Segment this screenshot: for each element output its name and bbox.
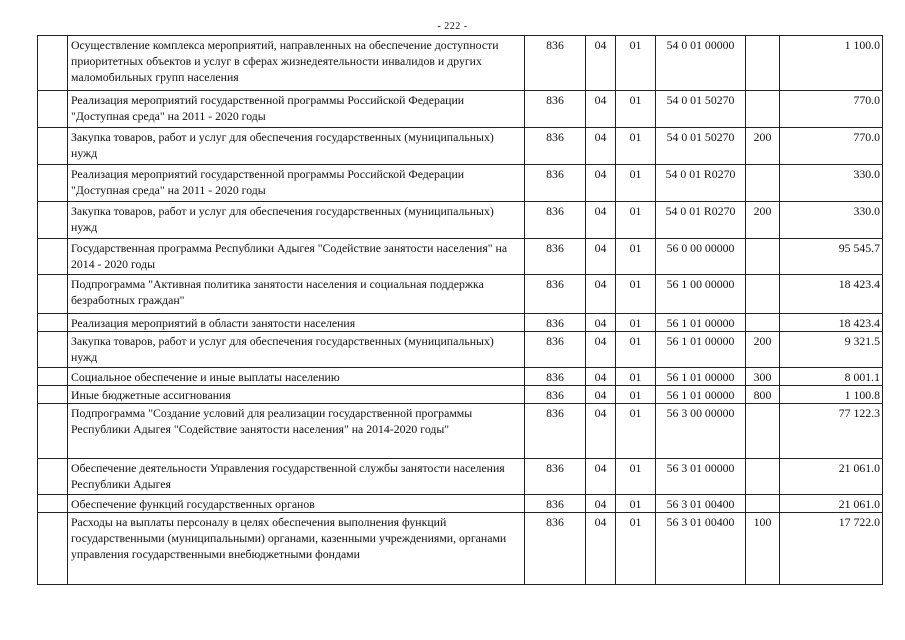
table-row: [38, 459, 883, 495]
table-row: [38, 36, 883, 91]
row-ved: 836: [525, 386, 586, 404]
empty-cell: [38, 513, 68, 585]
budget-table: [37, 35, 883, 585]
row-name: Осуществление комплекса мероприятий, направленных на обеспечение доступности приоритетных объектов и услуг в сферах жизнедеятельности инвалидов и других маломобильных групп населения: [68, 36, 525, 91]
row-ved: 836: [525, 36, 586, 91]
row-sum: 18 423.4: [780, 275, 883, 314]
empty-cell: [38, 275, 68, 314]
row-pr: 01: [616, 386, 656, 404]
row-rz: 04: [586, 36, 616, 91]
row-pr: 01: [616, 36, 656, 91]
row-name: Закупка товаров, работ и услуг для обеспечения государственных (муниципальных) нужд: [68, 202, 525, 239]
row-csr: 56 1 01 00000: [656, 314, 746, 332]
empty-cell: [38, 386, 68, 404]
row-ved: 836: [525, 332, 586, 368]
row-vr: 800: [746, 386, 780, 404]
empty-cell: [38, 202, 68, 239]
row-ved: 836: [525, 239, 586, 275]
row-sum: 330.0: [780, 165, 883, 202]
row-pr: 01: [616, 275, 656, 314]
table-row: [38, 513, 883, 585]
row-vr: 300: [746, 368, 780, 386]
row-ved: 836: [525, 314, 586, 332]
row-name: Реализация мероприятий государственной программы Российской Федерации "Доступная среда" на 2011 - 2020 годы: [68, 91, 525, 128]
row-sum: 9 321.5: [780, 332, 883, 368]
row-sum: 77 122.3: [780, 404, 883, 459]
table-row: [38, 368, 883, 386]
empty-cell: [38, 36, 68, 91]
row-sum: 330.0: [780, 202, 883, 239]
row-sum: 1 100.0: [780, 36, 883, 91]
row-rz: 04: [586, 91, 616, 128]
row-csr: 56 3 01 00400: [656, 513, 746, 585]
row-pr: 01: [616, 404, 656, 459]
row-csr: 56 3 00 00000: [656, 404, 746, 459]
row-csr: 56 1 01 00000: [656, 386, 746, 404]
row-name: Реализация мероприятий государственной программы Российской Федерации "Доступная среда" на 2011 - 2020 годы: [68, 165, 525, 202]
row-vr: 200: [746, 128, 780, 165]
row-vr: [746, 36, 780, 91]
row-rz: 04: [586, 165, 616, 202]
table-row: [38, 404, 883, 459]
row-pr: 01: [616, 91, 656, 128]
row-csr: 56 1 01 00000: [656, 368, 746, 386]
row-rz: 04: [586, 275, 616, 314]
row-name: Обеспечение деятельности Управления государственной службы занятости населения Республики Адыгея: [68, 459, 525, 495]
row-name: Реализация мероприятий в области занятости населения: [68, 314, 525, 332]
row-rz: 04: [586, 404, 616, 459]
row-sum: 17 722.0: [780, 513, 883, 585]
row-sum: 95 545.7: [780, 239, 883, 275]
empty-cell: [38, 459, 68, 495]
row-rz: 04: [586, 386, 616, 404]
table-row: [38, 275, 883, 314]
table-row: [38, 314, 883, 332]
row-vr: 200: [746, 332, 780, 368]
row-pr: 01: [616, 202, 656, 239]
row-vr: 200: [746, 202, 780, 239]
row-csr: 56 1 01 00000: [656, 332, 746, 368]
row-name: Государственная программа Республики Адыгея "Содействие занятости населения" на 2014 - 2020 годы: [68, 239, 525, 275]
table-row: [38, 202, 883, 239]
row-pr: 01: [616, 128, 656, 165]
row-rz: 04: [586, 495, 616, 513]
row-sum: 21 061.0: [780, 495, 883, 513]
row-pr: 01: [616, 513, 656, 585]
row-csr: 54 0 01 50270: [656, 91, 746, 128]
row-rz: 04: [586, 314, 616, 332]
row-name: Подпрограмма "Активная политика занятости населения и социальная поддержка безработных граждан": [68, 275, 525, 314]
table-row: [38, 332, 883, 368]
row-pr: 01: [616, 368, 656, 386]
row-sum: 18 423.4: [780, 314, 883, 332]
row-vr: [746, 91, 780, 128]
row-sum: 770.0: [780, 91, 883, 128]
empty-cell: [38, 91, 68, 128]
row-name: Расходы на выплаты персоналу в целях обеспечения выполнения функций государственными (муниципальными) органами, казенными учреждениями, органами управления государственными внебюджетными фондами: [68, 513, 525, 585]
row-name: Закупка товаров, работ и услуг для обеспечения государственных (муниципальных) нужд: [68, 332, 525, 368]
row-ved: 836: [525, 495, 586, 513]
row-csr: 56 3 01 00000: [656, 459, 746, 495]
empty-cell: [38, 128, 68, 165]
row-ved: 836: [525, 91, 586, 128]
empty-cell: [38, 239, 68, 275]
row-rz: 04: [586, 513, 616, 585]
row-vr: [746, 239, 780, 275]
table-row: [38, 165, 883, 202]
table-row: [38, 386, 883, 404]
table-row: [38, 91, 883, 128]
row-name: Обеспечение функций государственных органов: [68, 495, 525, 513]
row-rz: 04: [586, 239, 616, 275]
row-pr: 01: [616, 495, 656, 513]
row-name: Подпрограмма "Создание условий для реализации государственной программы Республики Адыгея "Содействие занятости населения" на 2014-2020 годы": [68, 404, 525, 459]
empty-cell: [38, 368, 68, 386]
row-sum: 770.0: [780, 128, 883, 165]
row-csr: 54 0 01 50270: [656, 128, 746, 165]
row-sum: 1 100.8: [780, 386, 883, 404]
row-csr: 54 0 01 R0270: [656, 202, 746, 239]
row-csr: 54 0 01 00000: [656, 36, 746, 91]
row-ved: 836: [525, 202, 586, 239]
empty-cell: [38, 404, 68, 459]
row-vr: [746, 459, 780, 495]
row-ved: 836: [525, 459, 586, 495]
row-ved: 836: [525, 165, 586, 202]
row-csr: 56 3 01 00400: [656, 495, 746, 513]
row-ved: 836: [525, 275, 586, 314]
row-ved: 836: [525, 513, 586, 585]
table-row: [38, 239, 883, 275]
row-pr: 01: [616, 332, 656, 368]
row-name: Иные бюджетные ассигнования: [68, 386, 525, 404]
row-ved: 836: [525, 128, 586, 165]
row-pr: 01: [616, 165, 656, 202]
table-row: [38, 128, 883, 165]
row-pr: 01: [616, 459, 656, 495]
row-rz: 04: [586, 332, 616, 368]
empty-cell: [38, 314, 68, 332]
row-vr: [746, 275, 780, 314]
row-name: Социальное обеспечение и иные выплаты населению: [68, 368, 525, 386]
row-rz: 04: [586, 128, 616, 165]
row-ved: 836: [525, 404, 586, 459]
row-sum: 8 001.1: [780, 368, 883, 386]
empty-cell: [38, 332, 68, 368]
empty-cell: [38, 165, 68, 202]
row-vr: [746, 314, 780, 332]
row-vr: [746, 165, 780, 202]
row-csr: 56 1 00 00000: [656, 275, 746, 314]
row-vr: [746, 404, 780, 459]
row-rz: 04: [586, 202, 616, 239]
empty-cell: [38, 495, 68, 513]
page-number: - 222 -: [437, 21, 468, 32]
row-csr: 54 0 01 R0270: [656, 165, 746, 202]
row-name: Закупка товаров, работ и услуг для обеспечения государственных (муниципальных) нужд: [68, 128, 525, 165]
row-ved: 836: [525, 368, 586, 386]
row-sum: 21 061.0: [780, 459, 883, 495]
table-row: [38, 495, 883, 513]
row-rz: 04: [586, 368, 616, 386]
row-pr: 01: [616, 239, 656, 275]
row-pr: 01: [616, 314, 656, 332]
row-rz: 04: [586, 459, 616, 495]
row-csr: 56 0 00 00000: [656, 239, 746, 275]
row-vr: [746, 495, 780, 513]
row-vr: 100: [746, 513, 780, 585]
